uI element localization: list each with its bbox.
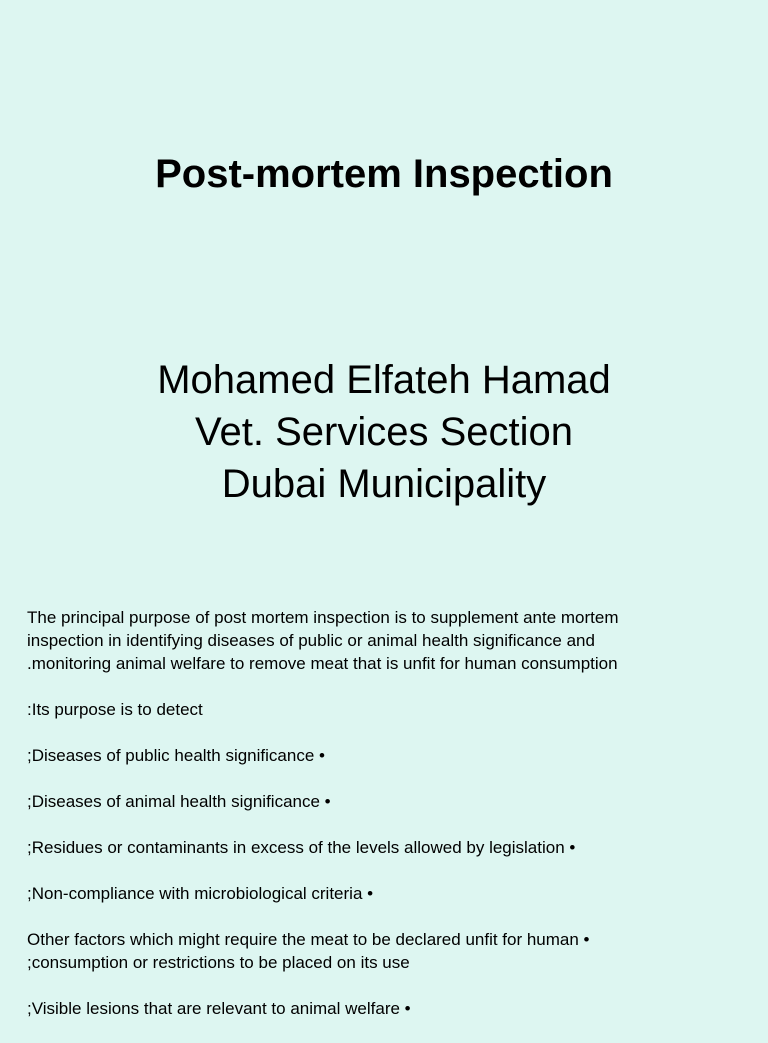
purpose-heading: :Its purpose is to detect [27, 700, 203, 719]
list-item: ;Diseases of public health significance • [27, 746, 325, 765]
intro-line: The principal purpose of post mortem inspection is to supplement ante mortem [27, 608, 619, 627]
document-title: Post-mortem Inspection [155, 152, 613, 196]
list-item: ;Diseases of animal health significance • [27, 792, 331, 811]
list-item: ;Non-compliance with microbiological criteria • [27, 884, 374, 903]
list-item-line: Other factors which might require the meat to be declared unfit for human • [27, 930, 590, 949]
author-block [0, 354, 768, 510]
list-item [27, 928, 747, 974]
author-name: Mohamed Elfateh Hamad [157, 358, 611, 402]
intro-paragraph [27, 606, 747, 675]
list-item: ;Residues or contaminants in excess of the levels allowed by legislation • [27, 838, 576, 857]
list-item-line: ;consumption or restrictions to be placed on its use [27, 953, 410, 972]
list-item: ;Visible lesions that are relevant to animal welfare • [27, 999, 411, 1018]
intro-line: inspection in identifying diseases of public or animal health significance and [27, 631, 595, 650]
author-section: Vet. Services Section [195, 410, 573, 454]
body-text [27, 606, 747, 1043]
intro-line: .monitoring animal welfare to remove meat that is unfit for human consumption [27, 654, 618, 673]
author-organization: Dubai Municipality [221, 462, 547, 506]
